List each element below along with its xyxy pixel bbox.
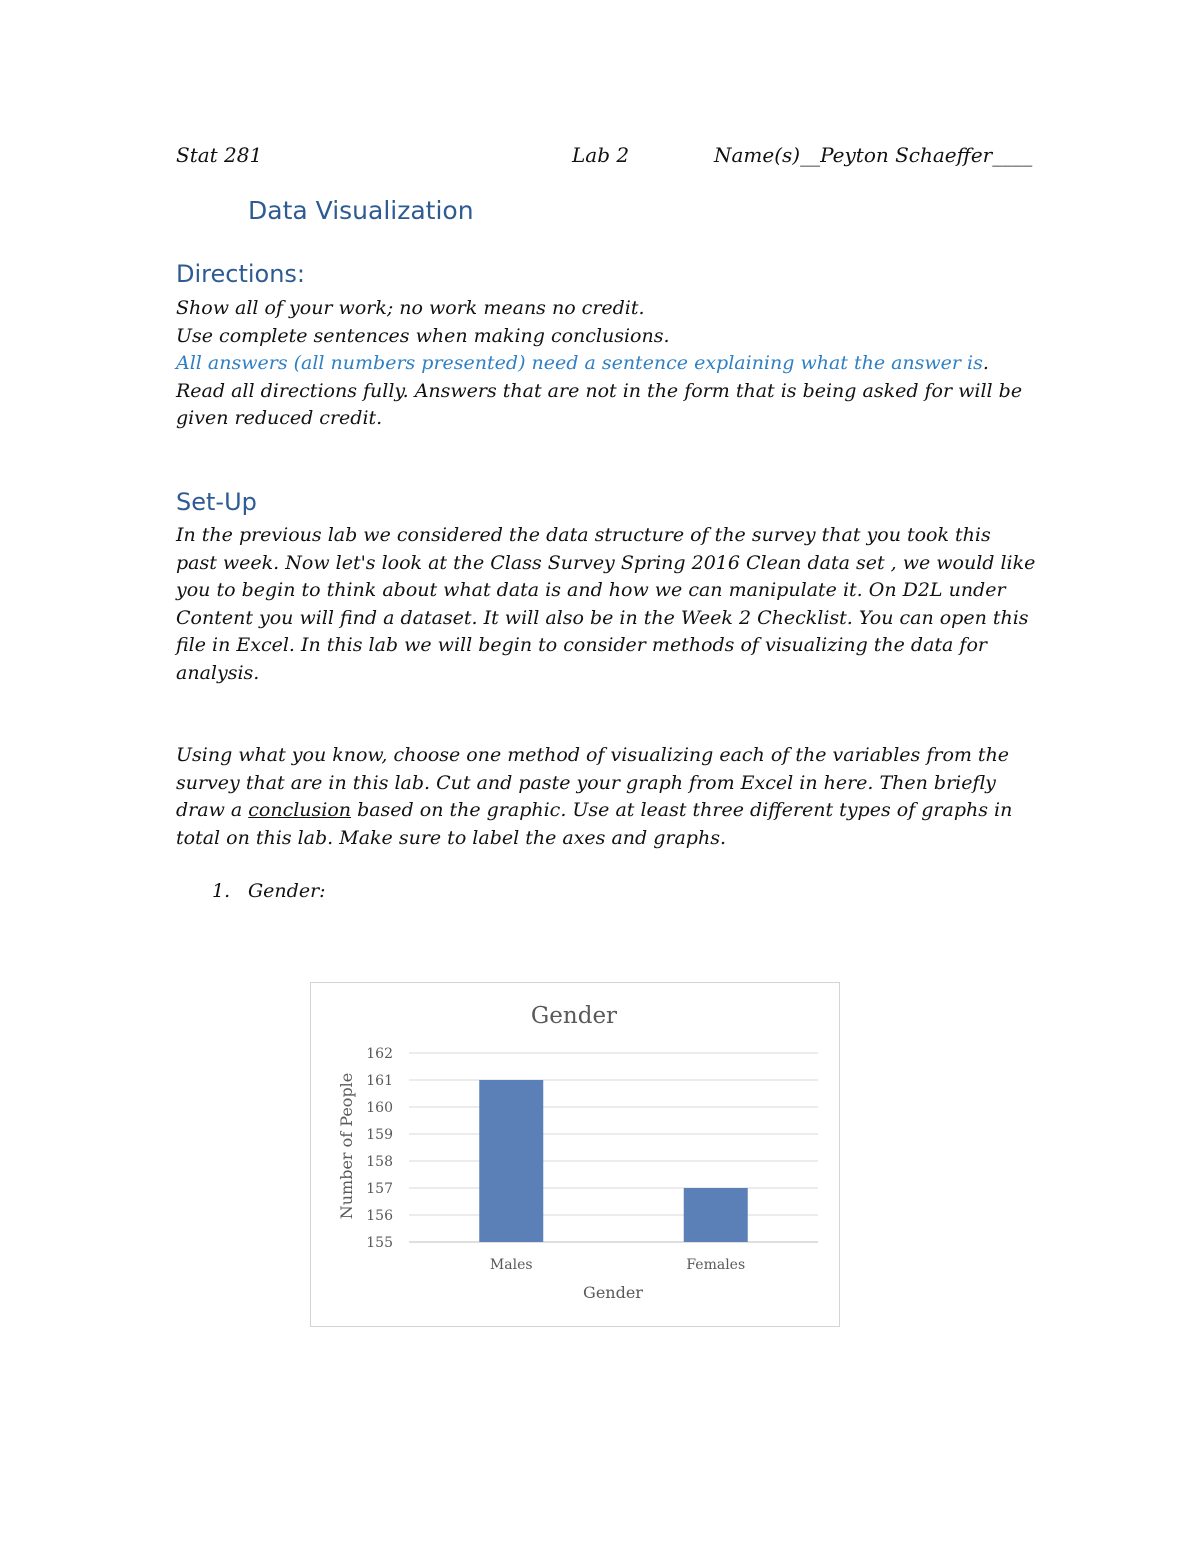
document-title: Data Visualization <box>248 196 474 225</box>
chart-x-ticks <box>490 1257 745 1273</box>
directions-line-1: Show all of your work; no work means no credit. <box>176 297 645 319</box>
course-label: Stat 281 <box>176 143 263 167</box>
gender-chart <box>310 982 840 1327</box>
setup-heading: Set-Up <box>176 488 257 516</box>
directions-line-3 <box>176 350 1036 378</box>
directions-heading: Directions: <box>176 260 306 288</box>
chart-y-ticks <box>366 1046 393 1251</box>
question-1 <box>212 880 326 902</box>
document-header <box>176 143 1036 173</box>
chart-svg <box>311 983 839 1326</box>
question-1-label: Gender: <box>248 880 326 902</box>
chart-y-tick-label: 155 <box>366 1235 393 1251</box>
directions-text <box>176 295 1036 433</box>
instructions-part-2: based on the graphic. Use at least three different types of graphs in total on this lab. Make sure to label the axes and graphs. <box>176 799 1013 849</box>
chart-x-tick-label: Females <box>686 1257 746 1273</box>
chart-x-tick-label: Males <box>489 1257 533 1273</box>
chart-bar-females <box>684 1188 748 1242</box>
chart-title: Gender <box>530 1003 618 1029</box>
chart-y-tick-label: 162 <box>366 1046 393 1062</box>
directions-line-2: Use complete sentences when making conclusions. <box>176 324 670 347</box>
chart-y-tick-label: 156 <box>366 1208 393 1224</box>
chart-gridlines <box>409 1053 818 1242</box>
question-1-number: 1. <box>212 880 231 902</box>
student-name: Name(s)__Peyton Schaeffer____ <box>714 143 1033 167</box>
chart-y-tick-label: 159 <box>366 1127 393 1143</box>
directions-line-4: Read all directions fully. Answers that are not in the form that is being asked for will be given reduced credit. <box>176 379 1023 429</box>
chart-bar-males <box>479 1080 543 1242</box>
setup-text: In the previous lab we considered the data structure of the survey that you took this past week. Now let's look at the Class Survey Spring 2016 Clean data set , we would like you to begin to think about what data is and how we can manipulate it. On D2L under Content you will find a dataset. It will also be in the Week 2 Checklist. You can open this file in Excel. In this lab we will begin to consider methods of visualizing the data for analysis. <box>176 524 1036 684</box>
setup-paragraph <box>176 522 1036 687</box>
chart-y-axis-label: Number of People <box>337 1072 356 1220</box>
instructions-underlined: conclusion <box>248 799 352 821</box>
chart-y-tick-label: 158 <box>366 1154 393 1170</box>
instructions-text <box>176 742 1036 852</box>
instructions-paragraph <box>176 742 1036 852</box>
instructions-part-1: Using what you know, choose one method of visualizing each of the variables from the survey that are in this lab. Cut and paste your graph from Excel in here. Then briefly draw a <box>176 744 1010 821</box>
directions-line-3-highlight: All answers (all numbers presented) need a sentence explaining what the answer is <box>176 352 983 374</box>
chart-x-axis-label: Gender <box>583 1283 643 1302</box>
chart-y-tick-label: 160 <box>366 1100 393 1116</box>
lab-label: Lab 2 <box>572 143 630 167</box>
chart-y-tick-label: 161 <box>366 1073 393 1089</box>
chart-y-tick-label: 157 <box>366 1181 393 1197</box>
directions-line-3-period: . <box>982 352 989 374</box>
